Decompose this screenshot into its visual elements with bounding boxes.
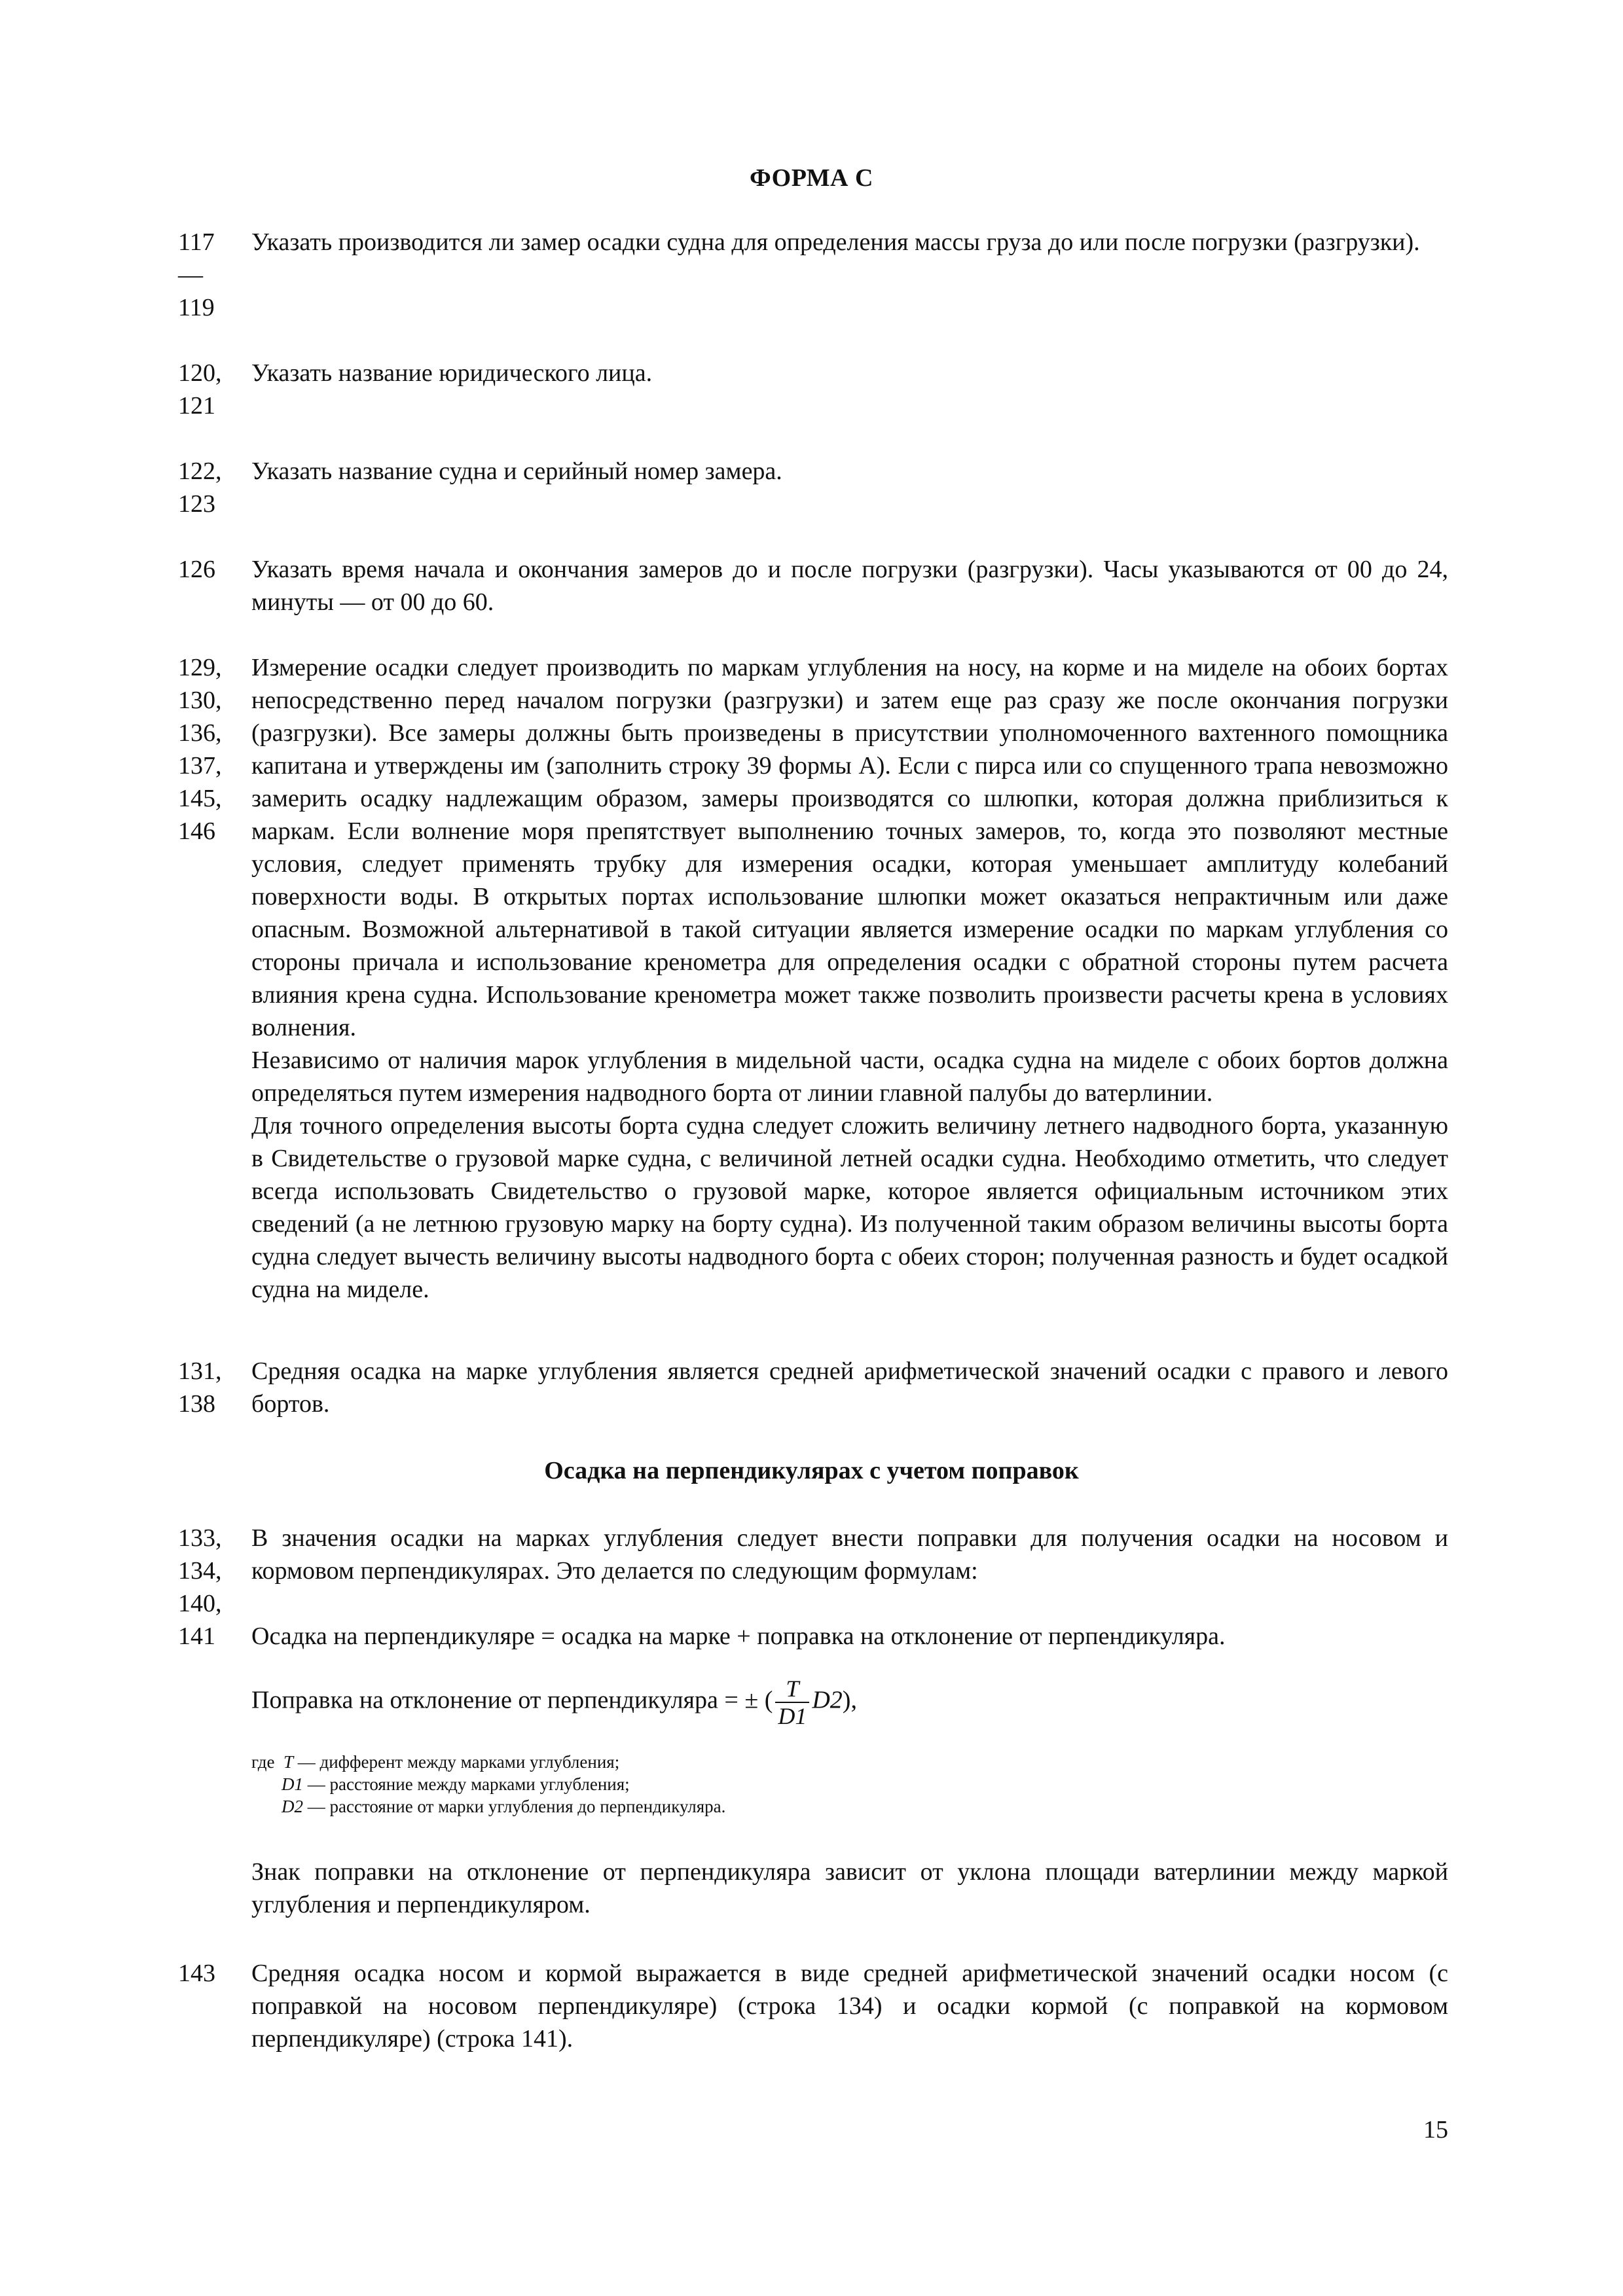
formula-lhs: Поправка на отклонение от перпендикуляра = [251, 1686, 745, 1714]
fraction [775, 1676, 809, 1729]
fraction-numerator: T [775, 1676, 809, 1703]
row-number: 119 [178, 294, 215, 321]
legend-row [282, 1795, 725, 1818]
row-numbers [178, 1957, 250, 1990]
paragraph: Указать название юридического лица. [251, 359, 653, 387]
row-number: 117 [178, 228, 215, 256]
row-number: 130, [178, 687, 222, 714]
row-number: 141 [178, 1623, 215, 1650]
section-text [251, 226, 1448, 259]
paragraph: Средняя осадка носом и кормой выражается в виде средней арифметической значений осадки носом (с поправкой на носовом перпендикуляре) (строка 134) и осадки кормой (с поправкой на кормовом перпендикуляре) (строка 141). [251, 1960, 1448, 2053]
paragraph: Независимо от наличия марок углубления в мидельной части, осадка судна на миделе с обоих бортов должна определяться путем измерения надводного борта от линии главной палубы до ватерлинии. [251, 1047, 1448, 1107]
row-number: 138 [178, 1390, 215, 1418]
row-number: 129, [178, 654, 222, 681]
legend-symbol: D2 [282, 1797, 303, 1816]
correction-formula [251, 1676, 857, 1729]
open-paren: ( [764, 1686, 773, 1714]
paragraph: Средняя осадка на марке углубления является средней арифметической значений осадки с правого и левого бортов. [251, 1357, 1448, 1418]
paragraph: В значения осадки на марках углубления следует внести поправки для получения осадки на носовом и кормовом перпендикулярах. Это делается по следующим формулам: [251, 1524, 1448, 1585]
row-number: 137, [178, 752, 222, 780]
row-number: 140, [178, 1590, 222, 1617]
section-text [251, 553, 1448, 619]
row-number: 145, [178, 785, 222, 812]
row-number: 143 [178, 1960, 215, 1987]
section-text [251, 1957, 1448, 2055]
row-numbers [178, 553, 250, 586]
legend-row [282, 1773, 630, 1795]
row-number: 134, [178, 1557, 222, 1585]
paragraph: Измерение осадки следует производить по маркам углубления на носу, на корме и на миделе на обоих бортах непосредственно перед началом погрузки (разгрузки) и затем еще раз сразу же после окончания погрузки (разгрузки). Все замеры должны быть произведены в присутствии уполномоченного вахтенного помощника капитана и утверждены им (заполнить строку 39 формы А). Если с пирса или со спущенного трапа невозможно замерить осадку надлежащим образом, замеры производятся со шлюпки, которая должна приблизиться к маркам. Если волнение моря препятствует выполнению точных замеров, то, когда это позволяют местные условия, следует применять трубку для измерения осадки, которая уменьшает амплитуду колебаний поверхности воды. В открытых портах использование шлюпки может оказаться непрактичным или даже опасным. Возможной альтернативой в такой ситуации является измерение осадки по маркам углубления со стороны причала и использование кренометра для определения осадки с обратной стороны путем расчета влияния крена судна. Использование кренометра может также позволить произвести расчеты крена в условиях волнения. [251, 654, 1448, 1041]
page-number: 15 [1423, 2116, 1448, 2144]
legend-desc: — расстояние между марками углубления; [303, 1774, 630, 1794]
row-number: 146 [178, 817, 215, 845]
legend-row [251, 1751, 619, 1773]
row-numbers [178, 455, 250, 520]
page-title: ФОРМА С [750, 164, 873, 192]
row-number: 121 [178, 392, 215, 420]
row-numbers [178, 1522, 250, 1653]
section-heading: Осадка на перпендикулярах с учетом поправок [544, 1457, 1079, 1484]
legend-desc: — дифферент между марками углубления; [293, 1752, 620, 1772]
row-numbers [178, 226, 250, 324]
legend-desc: — расстояние от марки углубления до перпендикуляра. [303, 1797, 726, 1816]
legend-symbol: T [283, 1752, 293, 1772]
section-text [251, 1522, 1448, 1653]
row-number: 120, [178, 359, 222, 387]
section-text [251, 455, 1448, 488]
row-number: 131, [178, 1357, 222, 1385]
plus-minus-sign: ± [744, 1686, 759, 1714]
section-text [251, 357, 1448, 389]
paragraph: Знак поправки на отклонение от перпендикуляра зависит от уклона площади ватерлинии между маркой углубления и перпендикуляром. [251, 1858, 1448, 1918]
formula-d2: D2 [812, 1686, 843, 1714]
paragraph: Указать время начала и окончания замеров до и после погрузки (разгрузки). Часы указываются от 00 до 24, минуты — от 00 до 60. [251, 556, 1448, 616]
row-number: 126 [178, 556, 215, 583]
legend-where: где [251, 1752, 275, 1772]
row-number: 133, [178, 1524, 222, 1552]
row-number: 136, [178, 719, 222, 747]
paragraph: Указать производится ли замер осадки судна для определения массы груза до или после погрузки (разгрузки). [251, 228, 1420, 256]
paragraph: Для точного определения высоты борта судна следует сложить величину летнего надводного борта, указанную в Свидетельстве о грузовой марке судна, с величиной летней осадки судна. Необходимо отметить, что следует всегда использовать Свидетельство о грузовой марке, которое является официальным источником этих сведений (а не летнюю грузовую марку на борту судна). Из полученной таким образом величины высоты борта судна следует вычесть величину высоты надводного борта с обеих сторон; полученная разность и будет осадкой судна на миделе. [251, 1112, 1448, 1303]
formula-text: Осадка на перпендикуляре = осадка на марке + поправка на отклонение от перпендикуляра. [251, 1623, 1226, 1650]
paragraph: Указать название судна и серийный номер замера. [251, 457, 782, 485]
row-number: 123 [178, 490, 215, 518]
row-numbers [178, 357, 250, 422]
row-number: 122, [178, 457, 222, 485]
row-numbers [178, 1355, 250, 1420]
row-numbers [178, 651, 250, 848]
row-number: — [178, 261, 203, 289]
section-text [251, 1355, 1448, 1420]
close-paren: ), [842, 1686, 857, 1714]
section-text [251, 1856, 1448, 1921]
legend-symbol: D1 [282, 1774, 303, 1794]
fraction-denominator: D1 [778, 1703, 807, 1729]
section-text [251, 651, 1448, 1306]
